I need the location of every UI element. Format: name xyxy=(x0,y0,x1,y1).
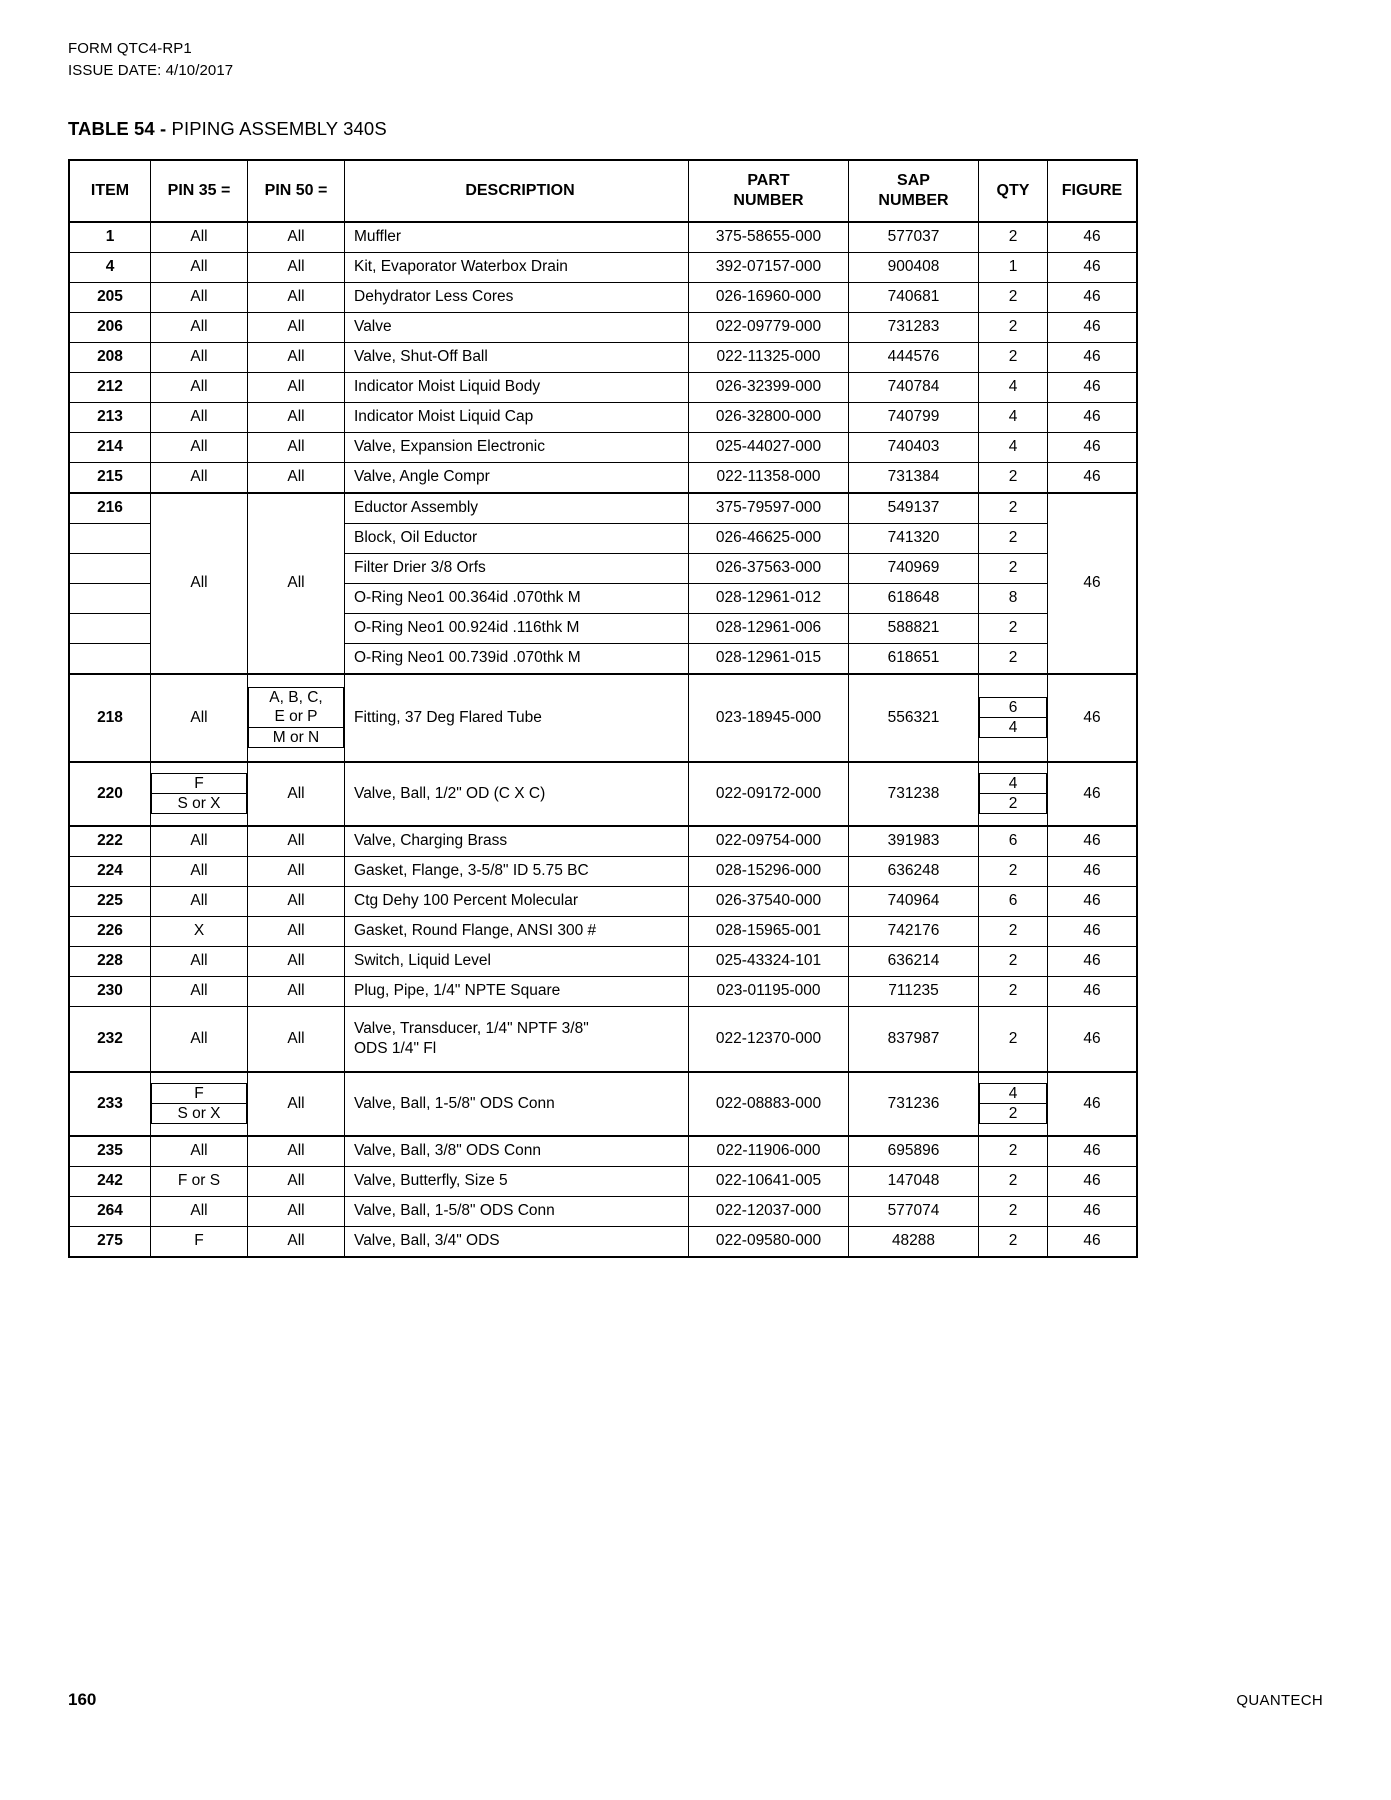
cell-item: 233 xyxy=(69,1072,151,1136)
cell-pin35: F or S xyxy=(151,1166,248,1196)
table-row xyxy=(69,886,1137,916)
cell-figure: 46 xyxy=(1048,372,1138,402)
cell-sap-number: 391983 xyxy=(849,826,979,857)
pin35-option-bottom: S or X xyxy=(152,1104,247,1124)
cell-pin35: All xyxy=(151,976,248,1006)
cell-pin35: All xyxy=(151,1196,248,1226)
cell-figure: 46 xyxy=(1048,432,1138,462)
cell-part-number: 028-12961-012 xyxy=(689,583,849,613)
cell-sap-number: 695896 xyxy=(849,1136,979,1167)
cell-item: 1 xyxy=(69,222,151,253)
cell-item: 222 xyxy=(69,826,151,857)
cell-sap-number: 636214 xyxy=(849,946,979,976)
cell-pin50: All xyxy=(248,1136,345,1167)
cell-figure: 46 xyxy=(1048,826,1138,857)
cell-pin50: All xyxy=(248,1072,345,1136)
cell-sap-number: 636248 xyxy=(849,856,979,886)
qty-top: 4 xyxy=(980,773,1047,793)
cell-description xyxy=(345,1006,689,1072)
cell-qty: 2 xyxy=(979,1226,1048,1257)
pin50-option-top-line2: E or P xyxy=(274,708,318,726)
cell-description: Ctg Dehy 100 Percent Molecular xyxy=(345,886,689,916)
cell-pin35-split xyxy=(151,1072,248,1136)
cell-sap-number: 731283 xyxy=(849,312,979,342)
table-row xyxy=(69,946,1137,976)
cell-description: Indicator Moist Liquid Cap xyxy=(345,402,689,432)
column-header-item: ITEM xyxy=(69,160,151,222)
cell-qty: 8 xyxy=(979,583,1048,613)
qty-bottom: 4 xyxy=(980,718,1047,738)
cell-description: Muffler xyxy=(345,222,689,253)
cell-description: Valve, Charging Brass xyxy=(345,826,689,857)
cell-sap-number: 731238 xyxy=(849,762,979,826)
pin50-option-bottom: M or N xyxy=(249,727,344,747)
cell-item-continuation xyxy=(69,583,151,613)
cell-figure: 46 xyxy=(1048,1072,1138,1136)
cell-description: Fitting, 37 Deg Flared Tube xyxy=(345,674,689,762)
cell-pin35: All xyxy=(151,462,248,493)
cell-sap-number: 742176 xyxy=(849,916,979,946)
cell-item: 4 xyxy=(69,252,151,282)
cell-pin35: All xyxy=(151,826,248,857)
cell-description: Gasket, Flange, 3-5/8" ID 5.75 BC xyxy=(345,856,689,886)
cell-item: 242 xyxy=(69,1166,151,1196)
cell-pin35: All xyxy=(151,432,248,462)
cell-sap-number: 740403 xyxy=(849,432,979,462)
cell-item: 235 xyxy=(69,1136,151,1167)
cell-pin35: All xyxy=(151,1006,248,1072)
column-header-pin35: PIN 35 = xyxy=(151,160,248,222)
cell-qty: 1 xyxy=(979,252,1048,282)
description-line1: Valve, Transducer, 1/4" NPTF 3/8" xyxy=(354,1020,589,1038)
cell-sap-number: 740799 xyxy=(849,402,979,432)
cell-qty: 6 xyxy=(979,826,1048,857)
pin35-split-table xyxy=(151,1083,247,1125)
column-header-description: DESCRIPTION xyxy=(345,160,689,222)
cell-pin35: All xyxy=(151,1136,248,1167)
issue-date: ISSUE DATE: 4/10/2017 xyxy=(68,61,234,79)
table-header-row xyxy=(69,160,1137,222)
cell-description: Dehydrator Less Cores xyxy=(345,282,689,312)
cell-qty: 4 xyxy=(979,432,1048,462)
cell-part-number: 022-08883-000 xyxy=(689,1072,849,1136)
cell-figure: 46 xyxy=(1048,1226,1138,1257)
cell-item: 232 xyxy=(69,1006,151,1072)
cell-part-number: 026-37563-000 xyxy=(689,553,849,583)
cell-pin50: All xyxy=(248,493,345,674)
cell-description: Block, Oil Eductor xyxy=(345,523,689,553)
cell-part-number: 022-09779-000 xyxy=(689,312,849,342)
table-row-group-233 xyxy=(69,1072,1137,1136)
cell-part-number: 022-12037-000 xyxy=(689,1196,849,1226)
cell-item-continuation xyxy=(69,553,151,583)
cell-item: 225 xyxy=(69,886,151,916)
cell-part-number: 022-11358-000 xyxy=(689,462,849,493)
table-row xyxy=(69,402,1137,432)
cell-item: 218 xyxy=(69,674,151,762)
cell-pin35: All xyxy=(151,946,248,976)
cell-sap-number: 740681 xyxy=(849,282,979,312)
column-header-pin50: PIN 50 = xyxy=(248,160,345,222)
qty-split-table xyxy=(979,773,1047,815)
cell-sap-number: 577037 xyxy=(849,222,979,253)
cell-pin35: All xyxy=(151,402,248,432)
qty-split-table xyxy=(979,697,1047,739)
cell-description: Valve, Ball, 1-5/8" ODS Conn xyxy=(345,1196,689,1226)
table-title xyxy=(68,118,1323,140)
cell-part-number: 025-43324-101 xyxy=(689,946,849,976)
column-header-part-line2: NUMBER xyxy=(733,191,804,209)
cell-description: Valve, Ball, 1-5/8" ODS Conn xyxy=(345,1072,689,1136)
cell-pin50: All xyxy=(248,432,345,462)
cell-item: 228 xyxy=(69,946,151,976)
cell-figure: 46 xyxy=(1048,252,1138,282)
cell-part-number: 375-79597-000 xyxy=(689,493,849,524)
cell-description: Valve, Butterfly, Size 5 xyxy=(345,1166,689,1196)
cell-pin50: All xyxy=(248,916,345,946)
cell-item: 206 xyxy=(69,312,151,342)
cell-pin50: All xyxy=(248,1006,345,1072)
cell-sap-number: 588821 xyxy=(849,613,979,643)
cell-item: 215 xyxy=(69,462,151,493)
table-row xyxy=(69,282,1137,312)
cell-qty: 2 xyxy=(979,342,1048,372)
cell-pin50: All xyxy=(248,1166,345,1196)
cell-pin35: All xyxy=(151,372,248,402)
cell-pin35: All xyxy=(151,282,248,312)
cell-qty: 2 xyxy=(979,1196,1048,1226)
cell-qty: 2 xyxy=(979,523,1048,553)
cell-figure: 46 xyxy=(1048,1196,1138,1226)
parts-table xyxy=(68,159,1138,1258)
cell-qty: 2 xyxy=(979,976,1048,1006)
cell-sap-number: 618651 xyxy=(849,643,979,674)
cell-part-number: 028-12961-015 xyxy=(689,643,849,674)
cell-sap-number: 711235 xyxy=(849,976,979,1006)
qty-bottom: 2 xyxy=(980,1104,1047,1124)
cell-qty: 2 xyxy=(979,916,1048,946)
cell-description: O-Ring Neo1 00.924id .116thk M xyxy=(345,613,689,643)
table-title-label: TABLE 54 - xyxy=(68,117,167,139)
cell-part-number: 022-11906-000 xyxy=(689,1136,849,1167)
table-row xyxy=(69,432,1137,462)
cell-pin50: All xyxy=(248,886,345,916)
cell-figure: 46 xyxy=(1048,762,1138,826)
cell-figure: 46 xyxy=(1048,916,1138,946)
cell-sap-number: 837987 xyxy=(849,1006,979,1072)
cell-sap-number: 740969 xyxy=(849,553,979,583)
cell-pin50: All xyxy=(248,342,345,372)
cell-item: 226 xyxy=(69,916,151,946)
pin35-option-bottom: S or X xyxy=(152,794,247,814)
cell-qty: 2 xyxy=(979,553,1048,583)
cell-part-number: 023-01195-000 xyxy=(689,976,849,1006)
cell-figure: 46 xyxy=(1048,462,1138,493)
cell-pin50: All xyxy=(248,372,345,402)
cell-qty: 2 xyxy=(979,222,1048,253)
cell-part-number: 028-12961-006 xyxy=(689,613,849,643)
cell-description: Valve, Angle Compr xyxy=(345,462,689,493)
cell-description: Plug, Pipe, 1/4" NPTE Square xyxy=(345,976,689,1006)
cell-description: Valve, Ball, 3/4" ODS xyxy=(345,1226,689,1257)
cell-description: Valve, Expansion Electronic xyxy=(345,432,689,462)
cell-item: 208 xyxy=(69,342,151,372)
cell-part-number: 026-32399-000 xyxy=(689,372,849,402)
cell-part-number: 022-12370-000 xyxy=(689,1006,849,1072)
table-row xyxy=(69,1226,1137,1257)
cell-qty: 2 xyxy=(979,1136,1048,1167)
description-line2: ODS 1/4" Fl xyxy=(354,1039,437,1057)
cell-part-number: 022-09172-000 xyxy=(689,762,849,826)
cell-qty: 2 xyxy=(979,493,1048,524)
qty-top: 6 xyxy=(980,697,1047,717)
cell-pin35: F xyxy=(151,1226,248,1257)
cell-sap-number: 900408 xyxy=(849,252,979,282)
table-row-group-220 xyxy=(69,762,1137,826)
cell-part-number: 022-10641-005 xyxy=(689,1166,849,1196)
cell-figure: 46 xyxy=(1048,342,1138,372)
column-header-part-line1: PART xyxy=(747,171,790,189)
cell-sap-number: 740964 xyxy=(849,886,979,916)
cell-qty: 2 xyxy=(979,1166,1048,1196)
cell-part-number: 028-15296-000 xyxy=(689,856,849,886)
table-row xyxy=(69,1196,1137,1226)
cell-item: 213 xyxy=(69,402,151,432)
cell-pin50: All xyxy=(248,222,345,253)
cell-sap-number: 147048 xyxy=(849,1166,979,1196)
cell-item: 275 xyxy=(69,1226,151,1257)
table-row xyxy=(69,856,1137,886)
cell-description: O-Ring Neo1 00.364id .070thk M xyxy=(345,583,689,613)
pin35-option-top: F xyxy=(152,773,247,793)
cell-description: Indicator Moist Liquid Body xyxy=(345,372,689,402)
cell-pin35: All xyxy=(151,493,248,674)
column-header-qty: QTY xyxy=(979,160,1048,222)
cell-qty: 2 xyxy=(979,856,1048,886)
cell-pin50: All xyxy=(248,856,345,886)
cell-description: Filter Drier 3/8 Orfs xyxy=(345,553,689,583)
table-row-group-218 xyxy=(69,674,1137,762)
table-row xyxy=(69,976,1137,1006)
cell-part-number: 023-18945-000 xyxy=(689,674,849,762)
table-row xyxy=(69,222,1137,253)
cell-qty: 2 xyxy=(979,462,1048,493)
cell-pin35: All xyxy=(151,312,248,342)
cell-qty: 2 xyxy=(979,643,1048,674)
table-row xyxy=(69,916,1137,946)
cell-part-number: 026-46625-000 xyxy=(689,523,849,553)
cell-sap-number: 577074 xyxy=(849,1196,979,1226)
cell-pin50: All xyxy=(248,282,345,312)
cell-pin50-split xyxy=(248,674,345,762)
cell-sap-number: 731236 xyxy=(849,1072,979,1136)
brand-name: QUANTECH xyxy=(1236,1692,1323,1709)
cell-sap-number: 556321 xyxy=(849,674,979,762)
cell-figure: 46 xyxy=(1048,674,1138,762)
cell-item: 216 xyxy=(69,493,151,524)
cell-qty: 2 xyxy=(979,613,1048,643)
cell-description: Eductor Assembly xyxy=(345,493,689,524)
column-header-sap-line1: SAP xyxy=(897,171,930,189)
cell-sap-number: 741320 xyxy=(849,523,979,553)
cell-item: 264 xyxy=(69,1196,151,1226)
cell-qty: 2 xyxy=(979,1006,1048,1072)
qty-split-table xyxy=(979,1083,1047,1125)
cell-item: 230 xyxy=(69,976,151,1006)
cell-description: Gasket, Round Flange, ANSI 300 # xyxy=(345,916,689,946)
cell-qty: 2 xyxy=(979,946,1048,976)
cell-figure: 46 xyxy=(1048,946,1138,976)
cell-pin35: X xyxy=(151,916,248,946)
cell-item: 212 xyxy=(69,372,151,402)
cell-part-number: 022-11325-000 xyxy=(689,342,849,372)
cell-part-number: 392-07157-000 xyxy=(689,252,849,282)
cell-item-continuation xyxy=(69,523,151,553)
form-number: FORM QTC4-RP1 xyxy=(68,40,192,57)
column-header-sap-number xyxy=(849,160,979,222)
table-row xyxy=(69,372,1137,402)
column-header-part-number xyxy=(689,160,849,222)
table-row xyxy=(69,462,1137,493)
cell-pin50: All xyxy=(248,252,345,282)
pin50-option-top xyxy=(249,687,344,727)
cell-pin50: All xyxy=(248,1226,345,1257)
cell-pin50: All xyxy=(248,1196,345,1226)
cell-qty-split xyxy=(979,762,1048,826)
cell-qty-split xyxy=(979,1072,1048,1136)
table-row-232 xyxy=(69,1006,1137,1072)
cell-description: Valve, Ball, 3/8" ODS Conn xyxy=(345,1136,689,1167)
cell-item-continuation xyxy=(69,643,151,674)
pin50-split-table xyxy=(248,687,344,748)
table-row xyxy=(69,1136,1137,1167)
table-row xyxy=(69,342,1137,372)
table-row xyxy=(69,1166,1137,1196)
cell-figure: 46 xyxy=(1048,1136,1138,1167)
cell-part-number: 026-16960-000 xyxy=(689,282,849,312)
table-row xyxy=(69,826,1137,857)
cell-part-number: 022-09754-000 xyxy=(689,826,849,857)
cell-figure: 46 xyxy=(1048,1166,1138,1196)
pin35-option-top: F xyxy=(152,1083,247,1103)
cell-sap-number: 731384 xyxy=(849,462,979,493)
cell-pin50: All xyxy=(248,826,345,857)
cell-figure: 46 xyxy=(1048,856,1138,886)
cell-figure: 46 xyxy=(1048,282,1138,312)
cell-pin35-split xyxy=(151,762,248,826)
cell-qty: 2 xyxy=(979,312,1048,342)
cell-part-number: 022-09580-000 xyxy=(689,1226,849,1257)
cell-description: Valve, Ball, 1/2" OD (C X C) xyxy=(345,762,689,826)
cell-item: 224 xyxy=(69,856,151,886)
cell-figure: 46 xyxy=(1048,493,1138,674)
cell-pin50: All xyxy=(248,762,345,826)
cell-description: Valve, Shut-Off Ball xyxy=(345,342,689,372)
cell-item: 220 xyxy=(69,762,151,826)
cell-item: 214 xyxy=(69,432,151,462)
table-body xyxy=(69,222,1137,1257)
cell-sap-number: 549137 xyxy=(849,493,979,524)
cell-part-number: 028-15965-001 xyxy=(689,916,849,946)
table-title-name: PIPING ASSEMBLY 340S xyxy=(166,117,387,139)
cell-figure: 46 xyxy=(1048,976,1138,1006)
cell-figure: 46 xyxy=(1048,886,1138,916)
pin50-option-top-line1: A, B, C, xyxy=(269,688,323,706)
cell-pin50: All xyxy=(248,402,345,432)
cell-qty: 6 xyxy=(979,886,1048,916)
cell-description: O-Ring Neo1 00.739id .070thk M xyxy=(345,643,689,674)
page-number: 160 xyxy=(68,1690,97,1709)
table-row xyxy=(69,312,1137,342)
cell-description: Kit, Evaporator Waterbox Drain xyxy=(345,252,689,282)
cell-pin50: All xyxy=(248,462,345,493)
page-footer xyxy=(68,1690,1323,1710)
cell-pin35: All xyxy=(151,674,248,762)
cell-item-continuation xyxy=(69,613,151,643)
cell-pin50: All xyxy=(248,312,345,342)
cell-part-number: 026-32800-000 xyxy=(689,402,849,432)
cell-pin35: All xyxy=(151,342,248,372)
cell-part-number: 375-58655-000 xyxy=(689,222,849,253)
pin35-split-table xyxy=(151,773,247,815)
cell-qty: 4 xyxy=(979,402,1048,432)
cell-sap-number: 444576 xyxy=(849,342,979,372)
column-header-figure: FIGURE xyxy=(1048,160,1138,222)
cell-item: 205 xyxy=(69,282,151,312)
cell-sap-number: 740784 xyxy=(849,372,979,402)
table-row xyxy=(69,252,1137,282)
cell-pin50: All xyxy=(248,976,345,1006)
cell-figure: 46 xyxy=(1048,1006,1138,1072)
cell-figure: 46 xyxy=(1048,402,1138,432)
cell-part-number: 025-44027-000 xyxy=(689,432,849,462)
cell-qty-split xyxy=(979,674,1048,762)
qty-top: 4 xyxy=(980,1083,1047,1103)
cell-qty: 4 xyxy=(979,372,1048,402)
cell-description: Switch, Liquid Level xyxy=(345,946,689,976)
cell-pin35: All xyxy=(151,856,248,886)
cell-description: Valve xyxy=(345,312,689,342)
column-header-sap-line2: NUMBER xyxy=(878,191,949,209)
cell-pin50: All xyxy=(248,946,345,976)
cell-sap-number: 48288 xyxy=(849,1226,979,1257)
document-header xyxy=(68,38,1323,82)
cell-pin35: All xyxy=(151,222,248,253)
qty-bottom: 2 xyxy=(980,794,1047,814)
cell-pin35: All xyxy=(151,886,248,916)
table-row-group-216 xyxy=(69,493,1137,524)
cell-figure: 46 xyxy=(1048,222,1138,253)
cell-pin35: All xyxy=(151,252,248,282)
cell-qty: 2 xyxy=(979,282,1048,312)
cell-sap-number: 618648 xyxy=(849,583,979,613)
cell-figure: 46 xyxy=(1048,312,1138,342)
cell-part-number: 026-37540-000 xyxy=(689,886,849,916)
